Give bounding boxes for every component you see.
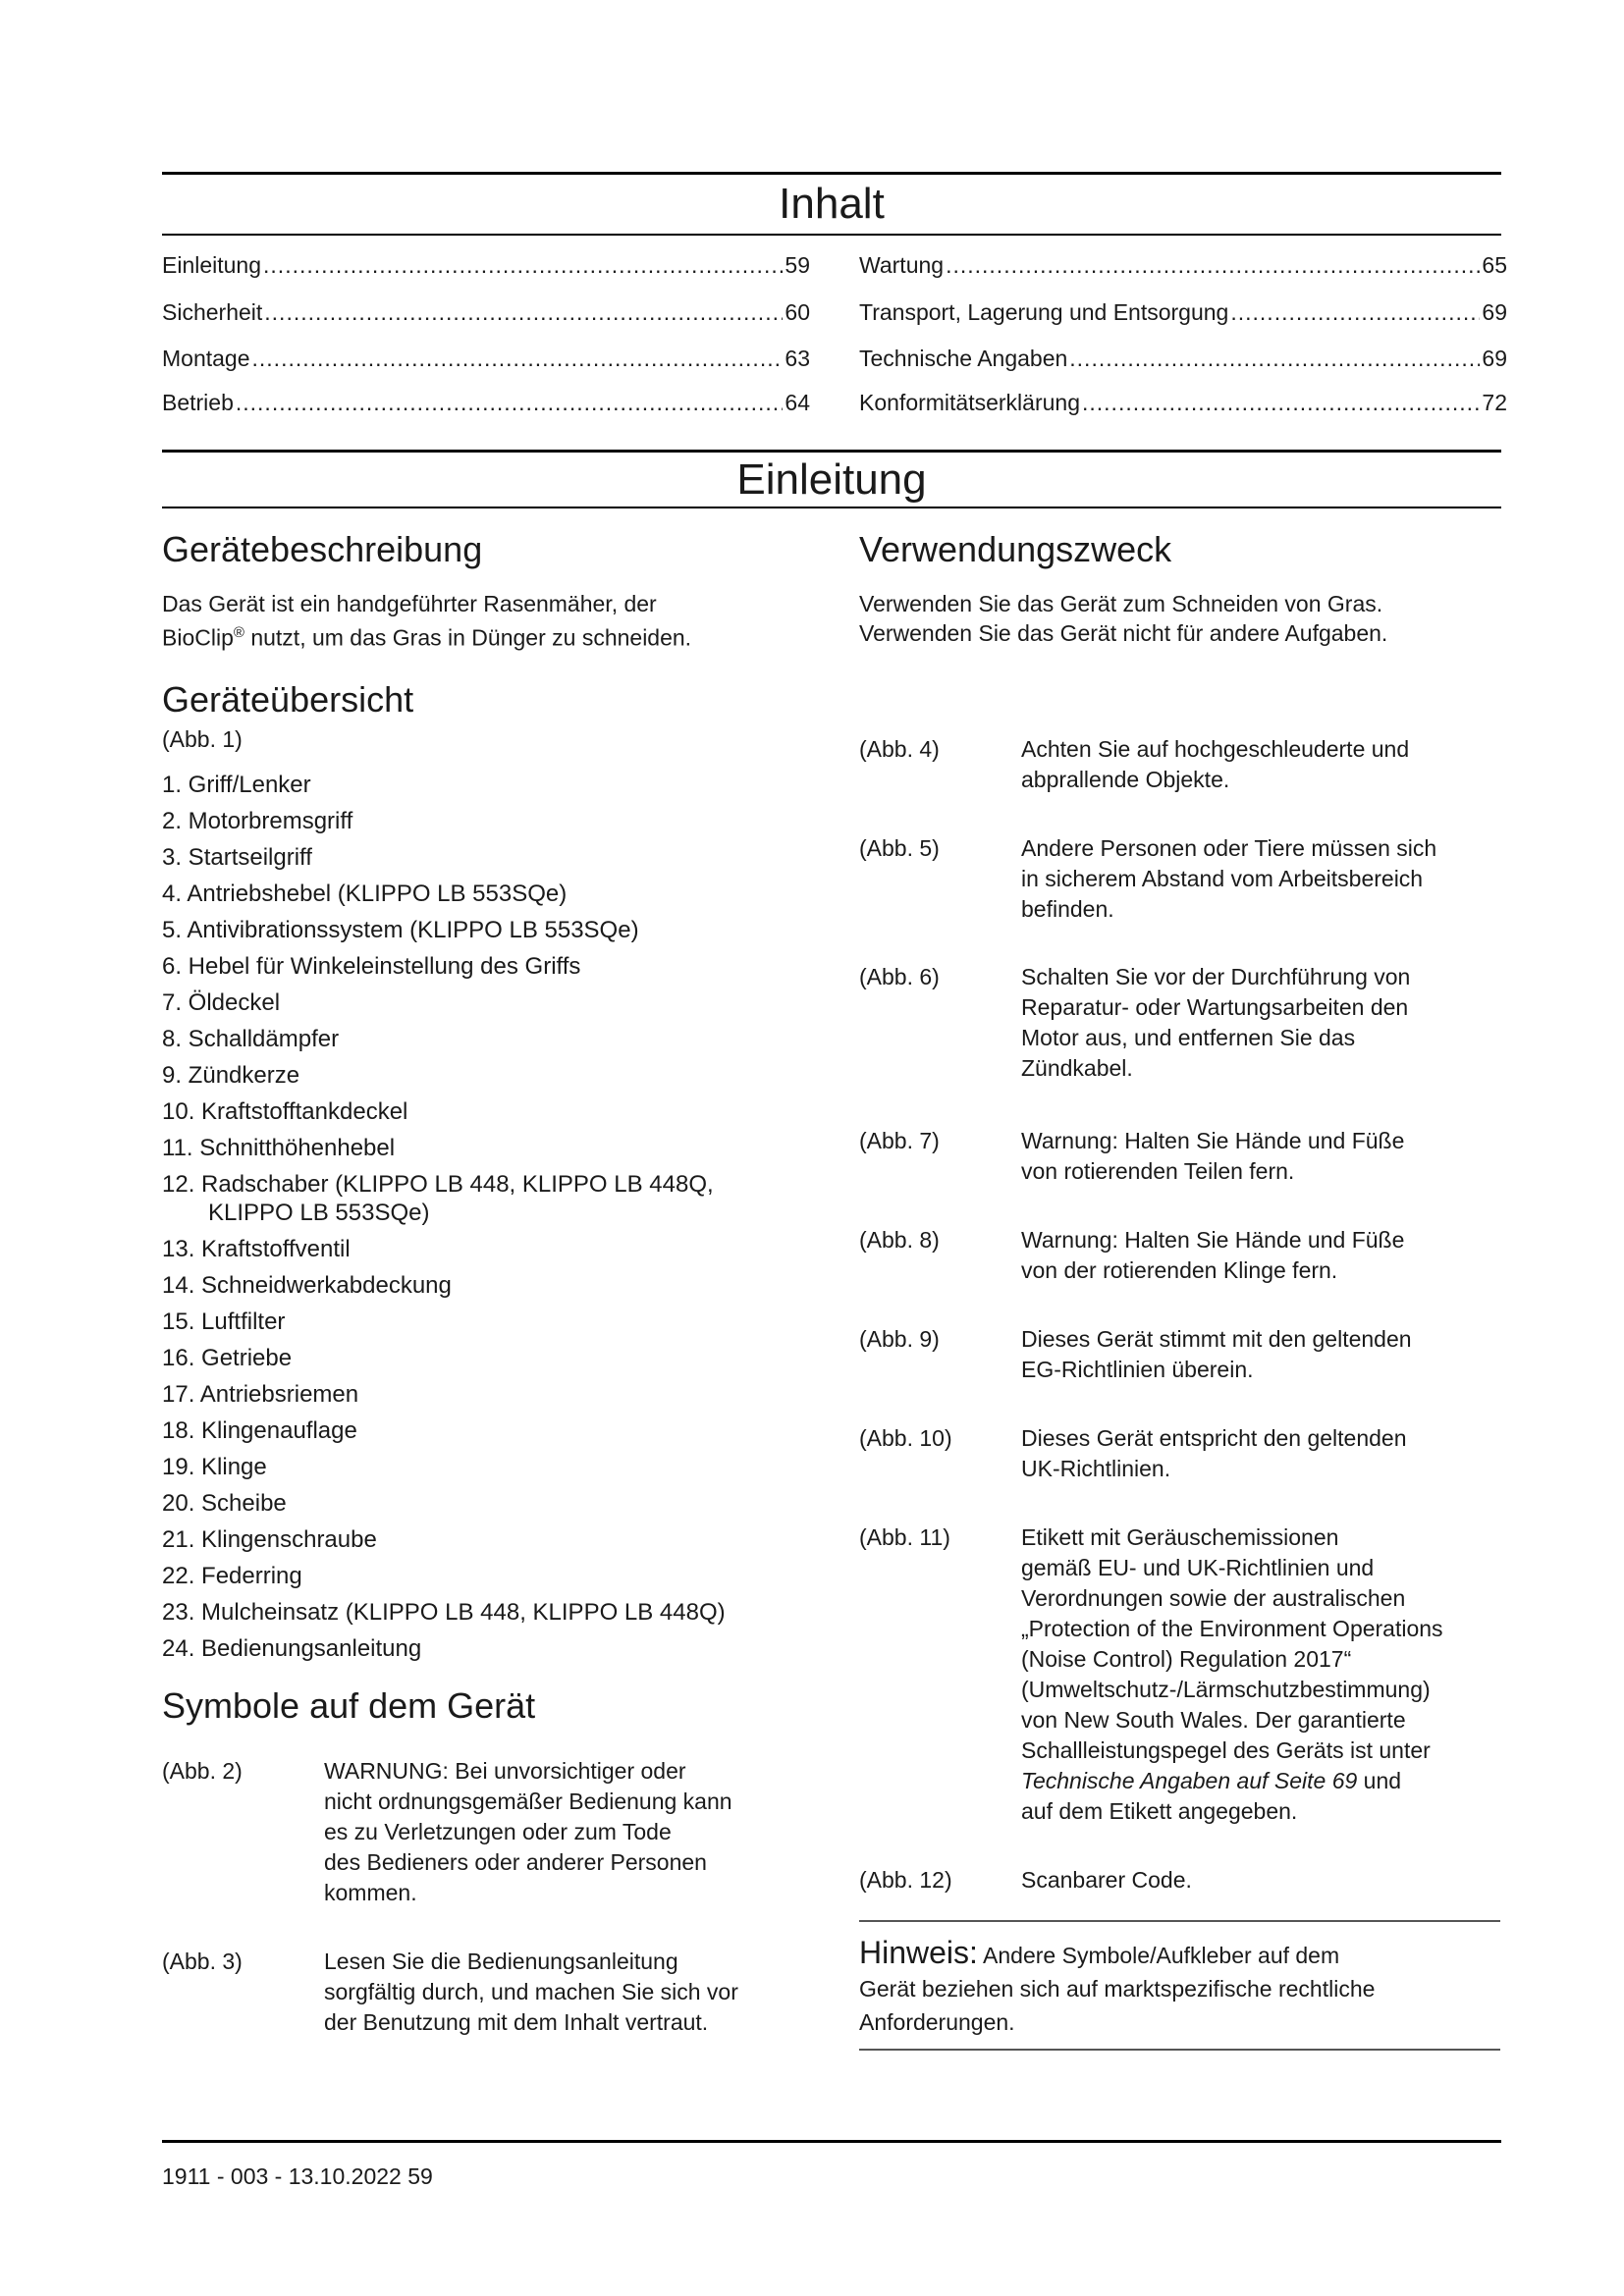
list-item: 10. Kraftstofftankdeckel bbox=[162, 1098, 408, 1125]
component-list bbox=[162, 767, 726, 1667]
symbol-entry-abb2: (Abb. 2) WARNUNG: Bei unvorsichtiger oder nicht ordnungsgemäßer Bedienung kann es zu Verletzungen oder zum Tode des Bedieners oder anderer Personen kommen. bbox=[162, 1758, 732, 1905]
list-item: 1. Griff/Lenker bbox=[162, 772, 311, 798]
description-text: Das Gerät ist ein handgeführter Rasenmäher, der BioClip® nutzt, um das Gras in Dünger zu schneiden. bbox=[162, 591, 692, 651]
toc-title-rule bbox=[162, 234, 1501, 236]
list-item: 5. Antivibrationssystem (KLIPPO LB 553SQe) bbox=[162, 917, 639, 943]
list-item: 6. Hebel für Winkeleinstellung des Griffs bbox=[162, 953, 581, 980]
description-heading: Gerätebeschreibung bbox=[162, 529, 483, 569]
list-item: 9. Zündkerze bbox=[162, 1062, 300, 1089]
symbol-entry-abb5: (Abb. 5) Andere Personen oder Tiere müssen sich in sicherem Abstand vom Arbeitsbereich befinden. bbox=[859, 835, 1437, 922]
technische-angaben-link[interactable]: Technische Angaben auf Seite 69 bbox=[1021, 1768, 1358, 1793]
toc-entry-einleitung[interactable]: Einleitung ..... 59 bbox=[162, 251, 810, 279]
toc-entry-betrieb[interactable]: Betrieb ..... 64 bbox=[162, 389, 810, 416]
list-item: 8. Schalldämpfer bbox=[162, 1026, 340, 1052]
note-label: Hinweis: bbox=[859, 1935, 978, 1970]
section-rule-bottom bbox=[162, 507, 1501, 508]
top-rule bbox=[162, 172, 1501, 175]
list-item: 14. Schneidwerkabdeckung bbox=[162, 1272, 452, 1299]
toc-entry-sicherheit[interactable]: Sicherheit ..... 60 bbox=[162, 298, 810, 326]
note-box: Hinweis: Andere Symbole/Aufkleber auf dem Gerät beziehen sich auf marktspezifische rechtliche Anforderungen. bbox=[859, 1920, 1500, 2051]
toc-entry-konformitaet[interactable]: Konformitätserklärung ..... 72 bbox=[859, 389, 1507, 416]
list-item: 15. Luftfilter bbox=[162, 1308, 286, 1335]
list-item: 12. Radschaber (KLIPPO LB 448, KLIPPO LB 448Q, KLIPPO LB 553SQe) bbox=[162, 1171, 714, 1226]
footer-doc-id: 1911 - 003 - 13.10.2022 bbox=[162, 2163, 402, 2189]
symbol-entry-abb11: (Abb. 11) Etikett mit Geräuschemissionen gemäß EU- und UK-Richtlinien und Verordnungen sowie der australischen „Protection of the Environment Operations (Noise Control) Regulation 2017“ (Umweltschutz-/Lärmschutzbestimmung) von New South Wales. Der garantierte Schallleistungspegel des Geräts ist unter Technische Angaben auf Seite 69 und auf dem Etikett angegeben. bbox=[859, 1524, 1443, 1824]
list-item: 21. Klingenschraube bbox=[162, 1526, 377, 1553]
symbol-entry-abb4: (Abb. 4) Achten Sie auf hochgeschleuderte und abprallende Objekte. bbox=[859, 736, 1410, 792]
toc-entry-transport[interactable]: Transport, Lagerung und Entsorgung ..... 69 bbox=[859, 298, 1507, 326]
toc-title: Inhalt bbox=[779, 180, 885, 228]
toc-entry-montage[interactable]: Montage ..... 63 bbox=[162, 345, 810, 372]
symbol-entry-abb6: (Abb. 6) Schalten Sie vor der Durchführung von Reparatur- oder Wartungsarbeiten den Motor aus, und entfernen Sie das Zündkabel. bbox=[859, 964, 1411, 1081]
list-item: 24. Bedienungsanleitung bbox=[162, 1635, 422, 1662]
symbol-entry-abb3: (Abb. 3) Lesen Sie die Bedienungsanleitung sorgfältig durch, und machen Sie sich vor der Benutzung mit dem Inhalt vertraut. bbox=[162, 1949, 738, 2035]
symbols-heading: Symbole auf dem Gerät bbox=[162, 1685, 536, 1726]
symbol-entry-abb7: (Abb. 7) Warnung: Halten Sie Hände und Füße von rotierenden Teilen fern. bbox=[859, 1128, 1405, 1184]
overview-heading: Geräteübersicht bbox=[162, 679, 414, 720]
section-title: Einleitung bbox=[736, 455, 927, 504]
list-item: 4. Antriebshebel (KLIPPO LB 553SQe) bbox=[162, 881, 568, 907]
purpose-heading: Verwendungszweck bbox=[859, 529, 1172, 569]
list-item: 19. Klinge bbox=[162, 1454, 267, 1480]
list-item: 3. Startseilgriff bbox=[162, 844, 312, 871]
list-item: 13. Kraftstoffventil bbox=[162, 1236, 351, 1262]
footer-rule bbox=[162, 2140, 1501, 2143]
list-item: 18. Klingenauflage bbox=[162, 1417, 357, 1444]
toc-entry-technische-angaben[interactable]: Technische Angaben ..... 69 bbox=[859, 345, 1507, 372]
footer bbox=[162, 2163, 433, 2190]
symbol-entry-abb8: (Abb. 8) Warnung: Halten Sie Hände und Füße von der rotierenden Klinge fern. bbox=[859, 1227, 1405, 1283]
list-item: 17. Antriebsriemen bbox=[162, 1381, 359, 1408]
symbol-entry-abb9: (Abb. 9) Dieses Gerät stimmt mit den geltenden EG-Richtlinien überein. bbox=[859, 1326, 1412, 1382]
list-item: 16. Getriebe bbox=[162, 1345, 293, 1371]
purpose-text: Verwenden Sie das Gerät zum Schneiden von Gras. Verwenden Sie das Gerät nicht für andere Aufgaben. bbox=[859, 591, 1388, 646]
toc-entry-wartung[interactable]: Wartung ..... 65 bbox=[859, 251, 1507, 279]
page-number: 59 bbox=[407, 2163, 433, 2189]
list-item: 11. Schnitthöhenhebel bbox=[162, 1135, 396, 1161]
symbol-entry-abb12: (Abb. 12) Scanbarer Code. bbox=[859, 1867, 1192, 1893]
list-item: 22. Federring bbox=[162, 1563, 302, 1589]
list-item: 23. Mulcheinsatz (KLIPPO LB 448, KLIPPO LB 448Q) bbox=[162, 1599, 726, 1626]
list-item: 20. Scheibe bbox=[162, 1490, 287, 1517]
list-item: 2. Motorbremsgriff bbox=[162, 808, 353, 834]
section-rule-top bbox=[162, 450, 1501, 453]
symbol-entry-abb10: (Abb. 10) Dieses Gerät entspricht den geltenden UK-Richtlinien. bbox=[859, 1425, 1407, 1481]
overview-figure-ref: (Abb. 1) bbox=[162, 726, 243, 752]
list-item: 7. Öldeckel bbox=[162, 989, 281, 1016]
